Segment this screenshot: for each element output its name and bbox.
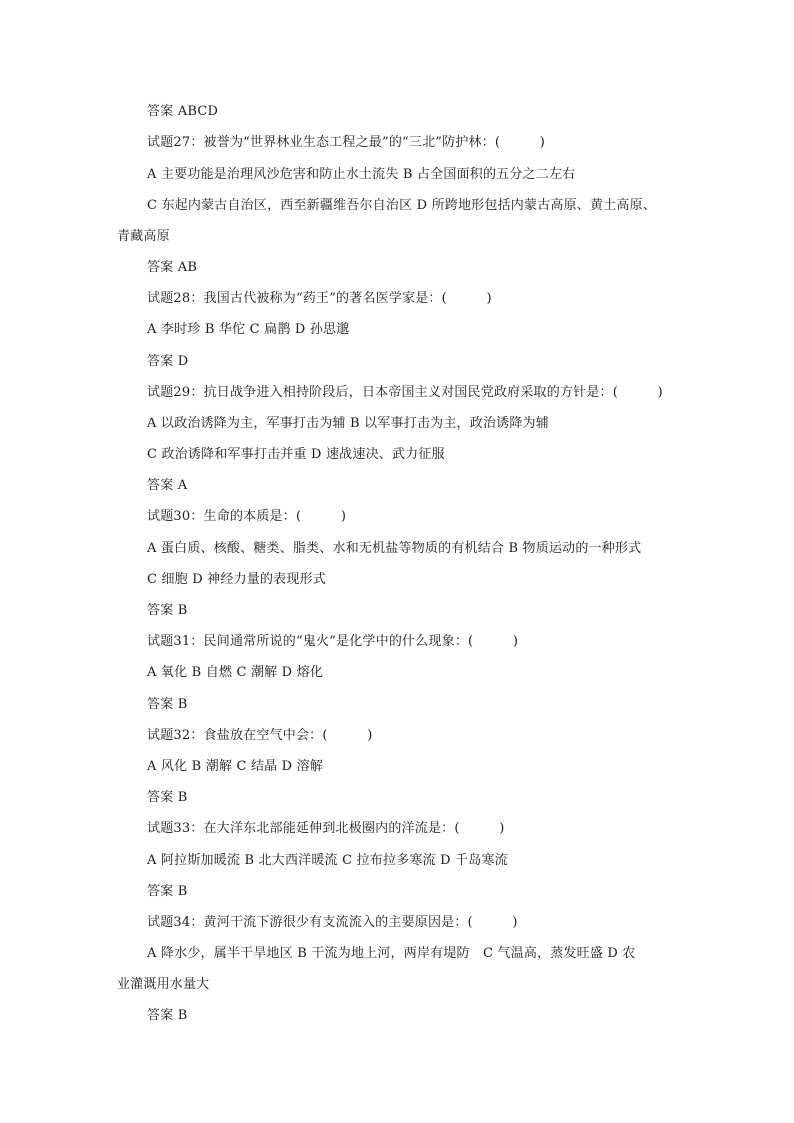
question-31: 试题31：民间通常所说的“鬼火”是化学中的什么现象：( ) xyxy=(147,634,519,649)
question-27: 试题27：被誉为“世界林业生态工程之最”的“三北”防护林：( ) xyxy=(147,135,546,150)
answer-line: 答案 B xyxy=(147,697,188,712)
options-line: A 氧化 B 自燃 C 潮解 D 熔化 xyxy=(147,665,324,680)
question-33: 试题33：在大洋东北部能延伸到北极圈内的洋流是：( ) xyxy=(147,821,505,836)
answer-line: 答案 B xyxy=(147,884,188,899)
options-continuation: 业灌溉用水量大 xyxy=(117,977,210,992)
options-line: A 李时珍 B 华佗 C 扁鹊 D 孙思邈 xyxy=(147,322,350,337)
answer-line: 答案 A xyxy=(147,478,188,493)
options-continuation: 青藏高原 xyxy=(117,229,170,244)
answer-line: 答案 AB xyxy=(147,260,198,275)
options-line: A 主要功能是治理风沙危害和防止水土流失 B 占全国面积的五分之二左右 xyxy=(147,167,576,182)
question-34: 试题34：黄河干流下游很少有支流流入的主要原因是：( ) xyxy=(147,915,518,930)
options-line: A 降水少，属半干旱地区 B 干流为地上河，两岸有堤防 C 气温高，蒸发旺盛 D 农 xyxy=(147,946,636,961)
options-line: A 蛋白质、核酸、糖类、脂类、水和无机盐等物质的有机结合 B 物质运动的一种形式 xyxy=(147,541,642,556)
options-line: C 政治诱降和军事打击并重 D 速战速决、武力征服 xyxy=(147,447,445,462)
options-line: C 东起内蒙古自治区，西至新疆维吾尔自治区 D 所跨地形包括内蒙古高原、黄土高原、 xyxy=(147,198,656,213)
options-line: A 阿拉斯加暖流 B 北大西洋暖流 C 拉布拉多寒流 D 千岛寒流 xyxy=(147,853,508,868)
question-30: 试题30：生命的本质是：( ) xyxy=(147,509,347,524)
question-32: 试题32：食盐放在空气中会：( ) xyxy=(147,728,373,743)
options-line: A 以政治诱降为主，军事打击为辅 B 以军事打击为主，政治诱降为辅 xyxy=(147,416,549,431)
answer-line: 答案 B xyxy=(147,790,188,805)
question-28: 试题28：我国古代被称为“药王”的著名医学家是：( ) xyxy=(147,291,492,306)
options-line: A 风化 B 潮解 C 结晶 D 溶解 xyxy=(147,759,324,774)
answer-line: 答案 B xyxy=(147,603,188,618)
answer-line: 答案 ABCD xyxy=(147,104,219,119)
question-29: 试题29：抗日战争进入相持阶段后，日本帝国主义对国民党政府采取的方针是：( ) xyxy=(147,385,663,400)
options-line: C 细胞 D 神经力量的表现形式 xyxy=(147,572,326,587)
answer-line: 答案 B xyxy=(147,1008,188,1023)
answer-line: 答案 D xyxy=(147,354,189,369)
